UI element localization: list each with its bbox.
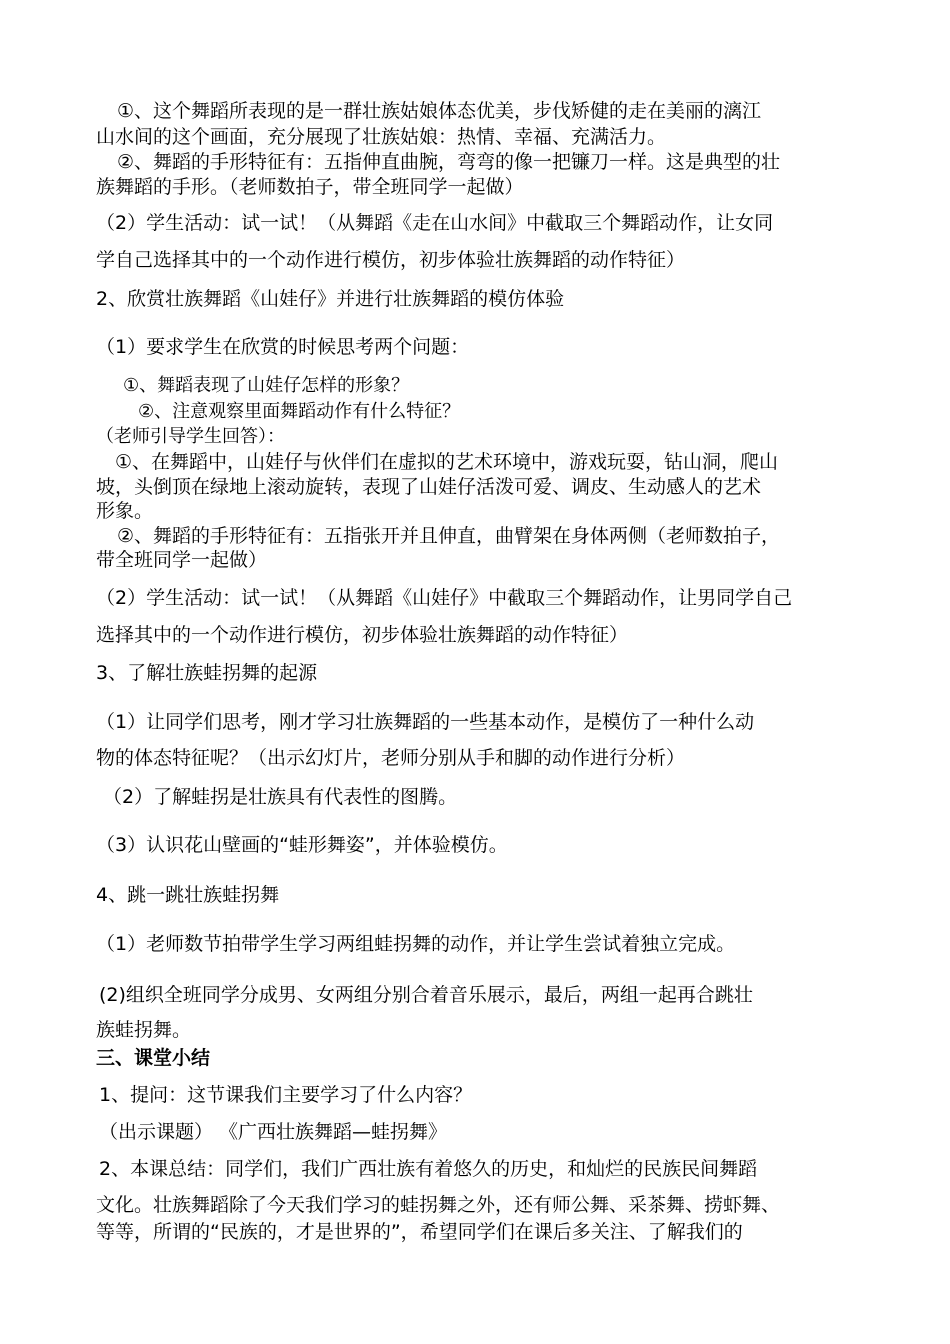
section-heading: 三、课堂小结: [96, 1047, 211, 1069]
text-line: （1）要求学生在欣赏的时候思考两个问题：: [96, 336, 470, 358]
text-line: （2）了解蛙拐是壮族具有代表性的图腾。: [103, 786, 458, 808]
section-heading: 3、了解壮族蛙拐舞的起源: [96, 662, 318, 684]
text-line: （3）认识花山壁画的“蛙形舞姿”，并体验模仿。: [96, 834, 508, 856]
text-line: 族蛙拐舞。: [96, 1019, 192, 1041]
text-line: ②、舞蹈的手形特征有：五指张开并且伸直，曲臂架在身体两侧（老师数拍子，: [117, 525, 781, 547]
text-line: 等等，所谓的“民族的，才是世界的”，希望同学们在课后多关注、了解我们的: [96, 1221, 743, 1243]
text-line: ①、这个舞蹈所表现的是一群壮族姑娘体态优美，步伐矫健的走在美丽的漓江: [117, 100, 762, 122]
text-line: 2、本课总结：同学们，我们广西壮族有着悠久的历史，和灿烂的民族民间舞蹈: [99, 1158, 758, 1180]
text-line: 族舞蹈的手形。（老师数拍子，带全班同学一起做）: [96, 176, 524, 198]
section-heading: 2、欣赏壮族舞蹈《山娃仔》并进行壮族舞蹈的模仿体验: [96, 288, 565, 310]
text-line: 山水间的这个画面，充分展现了壮族姑娘：热情、幸福、充满活力。: [96, 126, 667, 148]
text-line: ①、舞蹈表现了山娃仔怎样的形象？: [123, 375, 410, 396]
text-line: （1）老师数节拍带学生学习两组蛙拐舞的动作，并让学生尝试着独立完成。: [96, 933, 736, 955]
text-line: （2）学生活动：试一试！（从舞蹈《走在山水间》中截取三个舞蹈动作，让女同: [96, 212, 774, 234]
text-line: 选择其中的一个动作进行模仿，初步体验壮族舞蹈的动作特征）: [96, 624, 629, 646]
text-line: ②、注意观察里面舞蹈动作有什么特征？: [138, 401, 461, 422]
text-line: （出示课题） 《广西壮族舞蹈—蛙拐舞》: [99, 1121, 448, 1143]
text-line: (2)组织全班同学分成男、女两组分别合着音乐展示，最后，两组一起再合跳壮: [99, 984, 753, 1006]
text-line: （老师引导学生回答）：: [96, 426, 285, 447]
text-line: （1）让同学们思考，刚才学习壮族舞蹈的一些基本动作，是模仿了一种什么动: [96, 711, 755, 733]
text-line: 带全班同学一起做）: [96, 549, 268, 571]
section-heading: 4、跳一跳壮族蛙拐舞: [96, 884, 280, 906]
text-line: 坡，头倒顶在绿地上滚动旋转，表现了山娃仔活泼可爱、调皮、生动感人的艺术: [96, 476, 762, 498]
text-line: （2）学生活动：试一试！（从舞蹈《山娃仔》中截取三个舞蹈动作，让男同学自己: [96, 587, 793, 609]
text-line: ①、在舞蹈中，山娃仔与伙伴们在虚拟的艺术环境中，游戏玩耍，钻山洞，爬山: [115, 451, 779, 473]
text-line: ②、舞蹈的手形特征有：五指伸直曲腕，弯弯的像一把镰刀一样。这是典型的壮: [117, 151, 781, 173]
text-line: 物的体态特征呢？（出示幻灯片，老师分别从手和脚的动作进行分析）: [96, 747, 686, 769]
text-line: 文化。壮族舞蹈除了今天我们学习的蛙拐舞之外，还有师公舞、采茶舞、捞虾舞、: [96, 1194, 781, 1216]
text-line: 学自己选择其中的一个动作进行模仿，初步体验壮族舞蹈的动作特征）: [96, 249, 686, 271]
text-line: 1、提问：这节课我们主要学习了什么内容？: [99, 1084, 473, 1106]
text-line: 形象。: [96, 500, 154, 522]
